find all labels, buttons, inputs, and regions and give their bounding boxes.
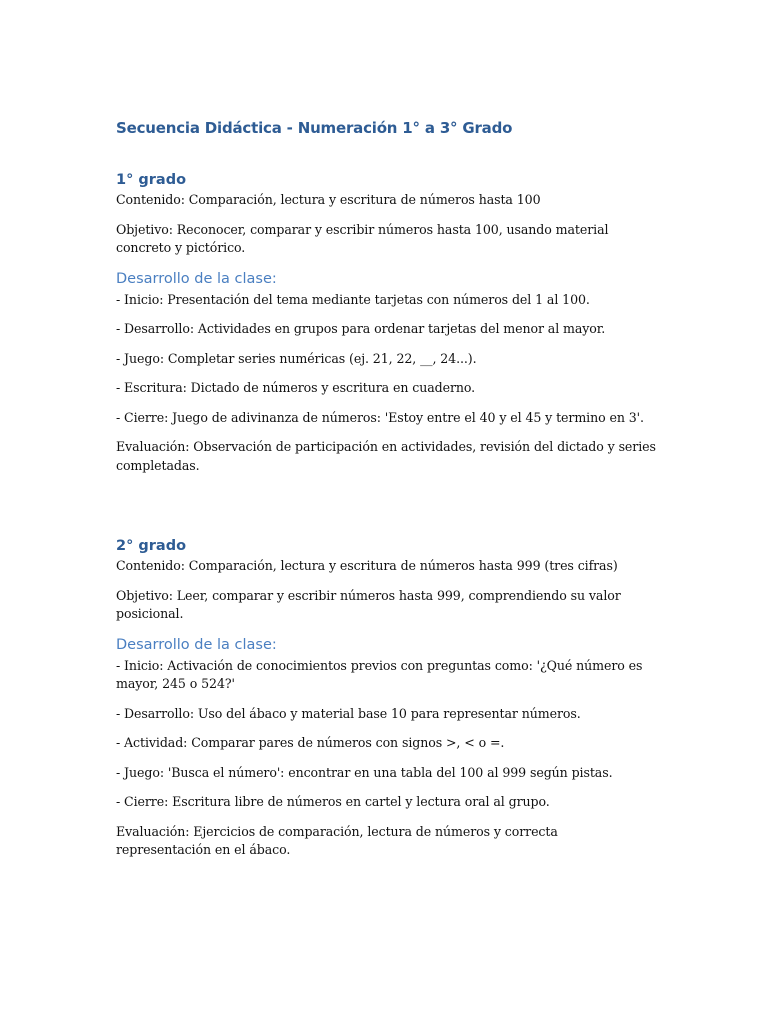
grade-2-evaluacion: Evaluación: Ejercicios de comparación, lectura de números y correcta representación en el ábaco.: [116, 823, 558, 857]
grade-2-step-inicio: - Inicio: Activación de conocimientos previos con preguntas como: '¿Qué número es mayor, 245 o 524?': [116, 657, 643, 691]
grade-1-contenido: Contenido: Comparación, lectura y escritura de números hasta 100: [116, 192, 541, 207]
grade-1-heading: 1° grado: [116, 172, 187, 188]
grade-1-desarrollo-heading: Desarrollo de la clase:: [116, 270, 277, 287]
grade-1-step-desarrollo: - Desarrollo: Actividades en grupos para ordenar tarjetas del menor al mayor.: [116, 321, 606, 336]
grade-1-step-escritura: - Escritura: Dictado de números y escritura en cuaderno.: [116, 380, 476, 395]
grade-2-heading: 2° grado: [116, 538, 187, 554]
grade-1-step-cierre: - Cierre: Juego de adivinanza de números: 'Estoy entre el 40 y el 45 y termino en 3'.: [116, 409, 644, 425]
grade-1-evaluacion: Evaluación: Observación de participación en actividades, revisión del dictado y series completadas.: [116, 439, 656, 473]
grade-2-objetivo: Objetivo: Leer, comparar y escribir números hasta 999, comprendiendo su valor posicional.: [116, 587, 621, 621]
grade-2-step-desarrollo: - Desarrollo: Uso del ábaco y material base 10 para representar números.: [116, 705, 581, 721]
document-title: Secuencia Didáctica - Numeración 1° a 3° Grado: [116, 119, 513, 137]
grade-1-step-juego: - Juego: Completar series numéricas (ej. 21, 22, __, 24...).: [116, 350, 477, 366]
grade-1-section: [116, 170, 656, 475]
grade-2-step-cierre: - Cierre: Escritura libre de números en cartel y lectura oral al grupo.: [116, 794, 550, 809]
grade-2-contenido: Contenido: Comparación, lectura y escritura de números hasta 999 (tres cifras): [116, 558, 618, 573]
grade-2-section: [116, 536, 656, 860]
grade-2-desarrollo-heading: Desarrollo de la clase:: [116, 636, 277, 653]
document-content: [116, 117, 656, 860]
grade-1-objetivo: Objetivo: Reconocer, comparar y escribir números hasta 100, usando material concreto y pictórico.: [116, 221, 609, 255]
grade-2-step-actividad: - Actividad: Comparar pares de números con signos >, < o =.: [116, 735, 505, 750]
grade-1-step-inicio: - Inicio: Presentación del tema mediante tarjetas con números del 1 al 100.: [116, 291, 590, 307]
grade-2-step-juego: - Juego: 'Busca el número': encontrar en una tabla del 100 al 999 según pistas.: [116, 764, 613, 780]
